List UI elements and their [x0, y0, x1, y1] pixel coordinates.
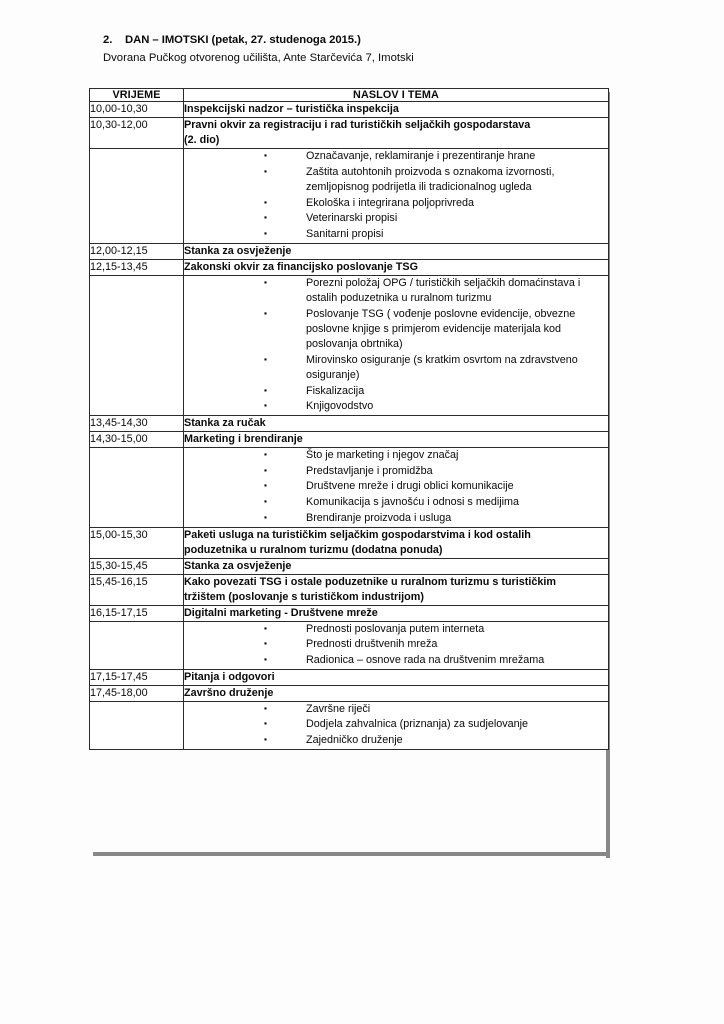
topic-line: Digitalni marketing - Društvene mreže — [184, 606, 378, 619]
topic-cell — [184, 118, 609, 149]
square-bullet-icon: ▪ — [264, 353, 267, 364]
topic-line: Stanka za osvježenje — [184, 244, 292, 257]
square-bullet-icon: ▪ — [264, 212, 267, 223]
bullet-item — [264, 353, 608, 383]
time-cell-empty — [90, 149, 184, 244]
topic-bullets-cell — [184, 275, 609, 415]
topic-line: Paketi usluga na turističkim seljačkim gospodarstvima i kod ostalih — [184, 528, 531, 541]
bullet-text: Prednosti društvenih mreža — [306, 638, 438, 651]
column-header-topic: NASLOV I TEMA — [184, 89, 609, 102]
topic-cell — [184, 102, 609, 118]
agenda-table-body — [90, 89, 609, 750]
table-row — [90, 605, 609, 621]
square-bullet-icon: ▪ — [264, 622, 267, 633]
topic-bullets-cell — [184, 621, 609, 669]
section-heading — [103, 32, 623, 66]
bullet-item — [264, 196, 608, 211]
bullet-text: Označavanje, reklamiranje i prezentiranje hrane — [306, 150, 536, 162]
bullet-text: Sanitarni propisi — [306, 228, 384, 241]
time-cell: 10,00-10,30 — [90, 102, 184, 118]
table-row — [90, 669, 609, 685]
square-bullet-icon: ▪ — [264, 165, 267, 176]
topic-bullets-cell — [184, 448, 609, 528]
square-bullet-icon: ▪ — [264, 718, 267, 729]
bullet-item — [264, 448, 608, 463]
topic-cell — [184, 574, 609, 605]
bullet-text: Zajedničko druženje — [306, 734, 403, 747]
square-bullet-icon: ▪ — [264, 511, 267, 522]
bullet-item — [264, 211, 608, 226]
time-cell-empty — [90, 701, 184, 749]
time-cell: 14,30-15,00 — [90, 432, 184, 448]
bullet-item — [264, 149, 608, 164]
square-bullet-icon: ▪ — [264, 702, 267, 713]
bullet-text: Što je marketing i njegov značaj — [306, 449, 459, 462]
time-cell: 15,30-15,45 — [90, 558, 184, 574]
topic-cell — [184, 259, 609, 275]
bullet-text: Veterinarski propisi — [306, 212, 398, 225]
topic-cell — [184, 669, 609, 685]
bullet-text: Fiskalizacija — [306, 384, 365, 397]
time-cell-empty — [90, 621, 184, 669]
table-row — [90, 275, 609, 415]
bullet-text: Predstavljanje i promidžba — [306, 464, 433, 477]
time-cell: 13,45-14,30 — [90, 416, 184, 432]
bullet-item — [264, 227, 608, 242]
topic-cell — [184, 685, 609, 701]
venue-line: Dvorana Pučkog otvorenog učilišta, Ante Starčevića 7, Imotski — [103, 52, 414, 64]
bullet-text: Komunikacija s javnošću i odnosi s medijima — [306, 496, 520, 509]
bullet-list — [184, 702, 608, 749]
table-row — [90, 621, 609, 669]
table-row — [90, 118, 609, 149]
topic-line-continued: (2. dio) — [184, 134, 220, 146]
topic-cell — [184, 416, 609, 432]
topic-line-continued: poduzetnika u ruralnom turizmu (dodatna ponuda) — [184, 543, 443, 556]
square-bullet-icon: ▪ — [264, 734, 267, 745]
bullet-text: Ekološka i integrirana poljoprivreda — [306, 196, 475, 209]
table-row — [90, 259, 609, 275]
bullet-item — [264, 717, 608, 732]
topic-cell — [184, 243, 609, 259]
table-row — [90, 416, 609, 432]
topic-line: Završno druženje — [184, 686, 274, 699]
bullet-text: Mirovinsko osiguranje (s kratkim osvrtom na zdravstveno osiguranje) — [306, 353, 578, 381]
table-row — [90, 432, 609, 448]
topic-cell — [184, 432, 609, 448]
bullet-list — [184, 622, 608, 669]
bullet-text: Društvene mreže i drugi oblici komunikacije — [306, 480, 514, 493]
table-row — [90, 102, 609, 118]
table-row — [90, 701, 609, 749]
topic-bullets-cell — [184, 701, 609, 749]
square-bullet-icon: ▪ — [264, 464, 267, 475]
bullet-item — [264, 479, 608, 494]
heading-number: 2. — [103, 34, 113, 46]
topic-line-continued: tržištem (poslovanje s turističkom industrijom) — [184, 590, 424, 603]
bullet-item — [264, 276, 608, 306]
bullet-text: Zaštita autohtonih proizvoda s oznakoma izvornosti, zemljopisnog podrijetla ili tradicionalnog ugleda — [306, 165, 555, 193]
topic-cell — [184, 605, 609, 621]
bullet-text: Prednosti poslovanja putem interneta — [306, 622, 485, 635]
bullet-item — [264, 384, 608, 399]
time-cell: 12,15-13,45 — [90, 259, 184, 275]
heading-title: DAN – IMOTSKI (petak, 27. studenoga 2015.) — [125, 34, 361, 46]
topic-line: Pitanja i odgovori — [184, 670, 275, 683]
table-row — [90, 558, 609, 574]
bullet-text: Porezni položaj OPG / turističkih seljačkih domaćinstava i ostalih poduzetnika u ruralnom turizmu — [306, 276, 581, 304]
time-cell: 12,00-12,15 — [90, 243, 184, 259]
table-shadow-bottom — [93, 852, 610, 856]
square-bullet-icon: ▪ — [264, 400, 267, 411]
square-bullet-icon: ▪ — [264, 653, 267, 664]
square-bullet-icon: ▪ — [264, 496, 267, 507]
bullet-item — [264, 495, 608, 510]
bullet-text: Brendiranje proizvoda i usluga — [306, 511, 452, 524]
topic-line: Stanka za ručak — [184, 417, 266, 430]
time-cell: 15,45-16,15 — [90, 574, 184, 605]
square-bullet-icon: ▪ — [264, 384, 267, 395]
bullet-text: Poslovanje TSG ( vođenje poslovne evidencije, obvezne poslovne knjige s primjerom evidencije materijala kod poslovanja obrtnika) — [306, 307, 576, 351]
topic-line: Marketing i brendiranje — [184, 433, 303, 446]
square-bullet-icon: ▪ — [264, 150, 267, 160]
square-bullet-icon: ▪ — [264, 480, 267, 491]
bullet-list — [184, 149, 608, 242]
bullet-item — [264, 637, 608, 652]
square-bullet-icon: ▪ — [264, 228, 267, 239]
column-header-time: VRIJEME — [90, 89, 184, 102]
bullet-text: Radionica – osnove rada na društvenim mrežama — [306, 653, 545, 666]
time-cell: 17,45-18,00 — [90, 685, 184, 701]
time-cell: 16,15-17,15 — [90, 605, 184, 621]
square-bullet-icon: ▪ — [264, 449, 267, 460]
table-row — [90, 448, 609, 528]
table-row — [90, 527, 609, 558]
time-cell: 15,00-15,30 — [90, 527, 184, 558]
bullet-text: Knjigovodstvo — [306, 400, 374, 413]
topic-line: Kako povezati TSG i ostale poduzetnike u ruralnom turizmu s turističkim — [184, 575, 556, 588]
bullet-item — [264, 464, 608, 479]
topic-bullets-cell — [184, 149, 609, 244]
time-cell: 10,30-12,00 — [90, 118, 184, 149]
bullet-item — [264, 702, 608, 717]
table-row — [90, 243, 609, 259]
square-bullet-icon: ▪ — [264, 196, 267, 207]
topic-line: Stanka za osvježenje — [184, 559, 292, 572]
topic-line: Zakonski okvir za financijsko poslovanje TSG — [184, 260, 419, 273]
agenda-table-wrapper — [89, 88, 608, 750]
bullet-item — [264, 622, 608, 637]
heading-line — [103, 32, 623, 48]
bullet-item — [264, 165, 608, 195]
agenda-table — [89, 88, 609, 750]
topic-line: Pravni okvir za registraciju i rad turističkih seljačkih gospodarstava — [184, 119, 531, 131]
bullet-item — [264, 653, 608, 668]
bullet-list — [184, 276, 608, 415]
topic-line: Inspekcijski nadzor – turistička inspekcija — [184, 103, 399, 115]
table-row — [90, 685, 609, 701]
topic-cell — [184, 558, 609, 574]
bullet-item — [264, 733, 608, 748]
topic-cell — [184, 527, 609, 558]
table-header-row — [90, 89, 609, 102]
bullet-item — [264, 307, 608, 353]
time-cell-empty — [90, 275, 184, 415]
time-cell-empty — [90, 448, 184, 528]
table-row — [90, 149, 609, 244]
time-cell: 17,15-17,45 — [90, 669, 184, 685]
bullet-text: Završne riječi — [306, 702, 371, 715]
bullet-item — [264, 399, 608, 414]
bullet-item — [264, 511, 608, 526]
square-bullet-icon: ▪ — [264, 276, 267, 287]
square-bullet-icon: ▪ — [264, 307, 267, 318]
bullet-list — [184, 448, 608, 526]
square-bullet-icon: ▪ — [264, 638, 267, 649]
bullet-text: Dodjela zahvalnica (priznanja) za sudjelovanje — [306, 718, 529, 731]
table-row — [90, 574, 609, 605]
